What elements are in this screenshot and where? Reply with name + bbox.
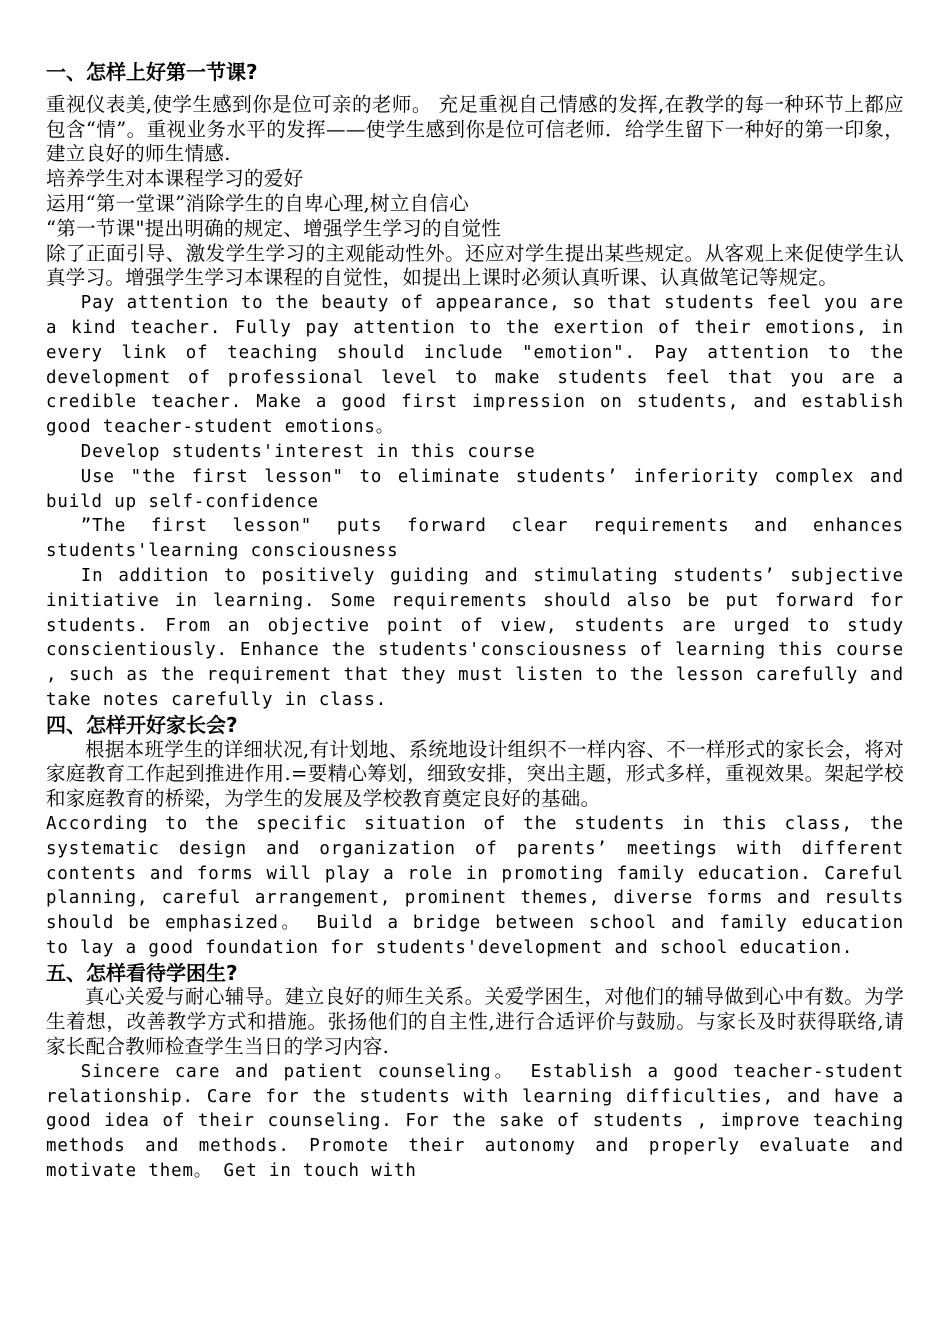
section-1-en-paragraph-3: Use "the first lesson" to eliminate students’ inferiority complex and build up self-confidence xyxy=(46,466,904,512)
section-5-heading: 五、怎样看待学困生? xyxy=(46,960,238,985)
document-page xyxy=(46,60,904,1184)
section-5-zh-paragraph-1: 真心关爱与耐心辅导。建立良好的师生关系。关爱学困生，对他们的辅导做到心中有数。为学生着想，改善教学方式和措施。张扬他们的自主性,进行合适评价与鼓励。与家长及时获得联络,请家长配合教师检查学生当日的学习内容. xyxy=(46,985,904,1059)
section-1-en-paragraph-2: Develop students'interest in this course xyxy=(80,441,536,462)
section-1-zh-paragraph-5: 除了正面引导、激发学生学习的主观能动性外。还应对学生提出某些规定。从客观上来促使学生认真学习。增强学生学习本课程的自觉性，如提出上课时必须认真听课、认真做笔记等规定。 xyxy=(46,241,904,290)
section-1-en-paragraph-1: Pay attention to the beauty of appearance, so that students feel you are a kind teacher. Fully pay attention to the exertion of their emotions, in every link of teaching should include "emotion". Pay attention to the development of professional level to make students feel that you are a credible teacher. Make a good first impression on students, and establish good teacher-student emotions。 xyxy=(46,293,904,438)
section-1-zh-paragraph-1: 重视仪表美,使学生感到你是位可亲的老师。 充足重视自己情感的发挥,在教学的每一种环节上都应包含“情”。重视业务水平的发挥——使学生感到你是位可信老师．给学生留下一种好的第一印象，建立良好的师生情感. xyxy=(46,92,904,166)
section-1-zh-paragraph-2: 培养学生对本课程学习的爱好 xyxy=(46,167,304,191)
section-1-zh-paragraph-3: 运用“第一堂课”消除学生的自卑心理,树立自信心 xyxy=(46,191,470,215)
section-4-heading: 四、怎样开好家长会? xyxy=(46,712,238,737)
section-4-zh-paragraph-1: 根据本班学生的详细状况,有计划地、系统地设计组织不一样内容、不一样形式的家长会，将对家庭教育工作起到推进作用.=要精心筹划，细致安排，突出主题，形式多样，重视效果。架起学校和家庭教育的桥梁，为学生的发展及学校教育奠定良好的基础。 xyxy=(46,737,904,811)
section-1-en-paragraph-4: ”The first lesson" puts forward clear requirements and enhances students'learning consciousness xyxy=(46,516,904,562)
section-4-en-paragraph-1: According to the specific situation of the students in this class, the systematic design and organization of parents’ meetings with different contents and forms will play a role in promoting family education. Careful planning, careful arrangement, prominent themes, diverse forms and results should be emphasized。 Build a bridge between school and family education to lay a good foundation for students'development and school education. xyxy=(46,813,904,958)
section-1-en-paragraph-5: In addition to positively guiding and stimulating students’ subjective initiative in learning. Some requirements should also be put forward for students. From an objective point of view, students are urged to study conscientiously. Enhance the students'consciousness of learning this course , such as the requirement that they must listen to the lesson carefully and take notes carefully in class. xyxy=(46,565,904,710)
section-1-zh-paragraph-4: “第一节课"提出明确的规定、增强学生学习的自觉性 xyxy=(46,216,502,240)
section-1-heading: 一、怎样上好第一节课? xyxy=(46,60,258,84)
section-5-en-paragraph-1: Sincere care and patient counseling。 Establish a good teacher-student relationship. Care for the students with learning difficulties, and have a good idea of their counseling. For the sake of students , improve teaching methods and methods. Promote their autonomy and properly evaluate and motivate them。 Get in touch with xyxy=(46,1061,904,1182)
